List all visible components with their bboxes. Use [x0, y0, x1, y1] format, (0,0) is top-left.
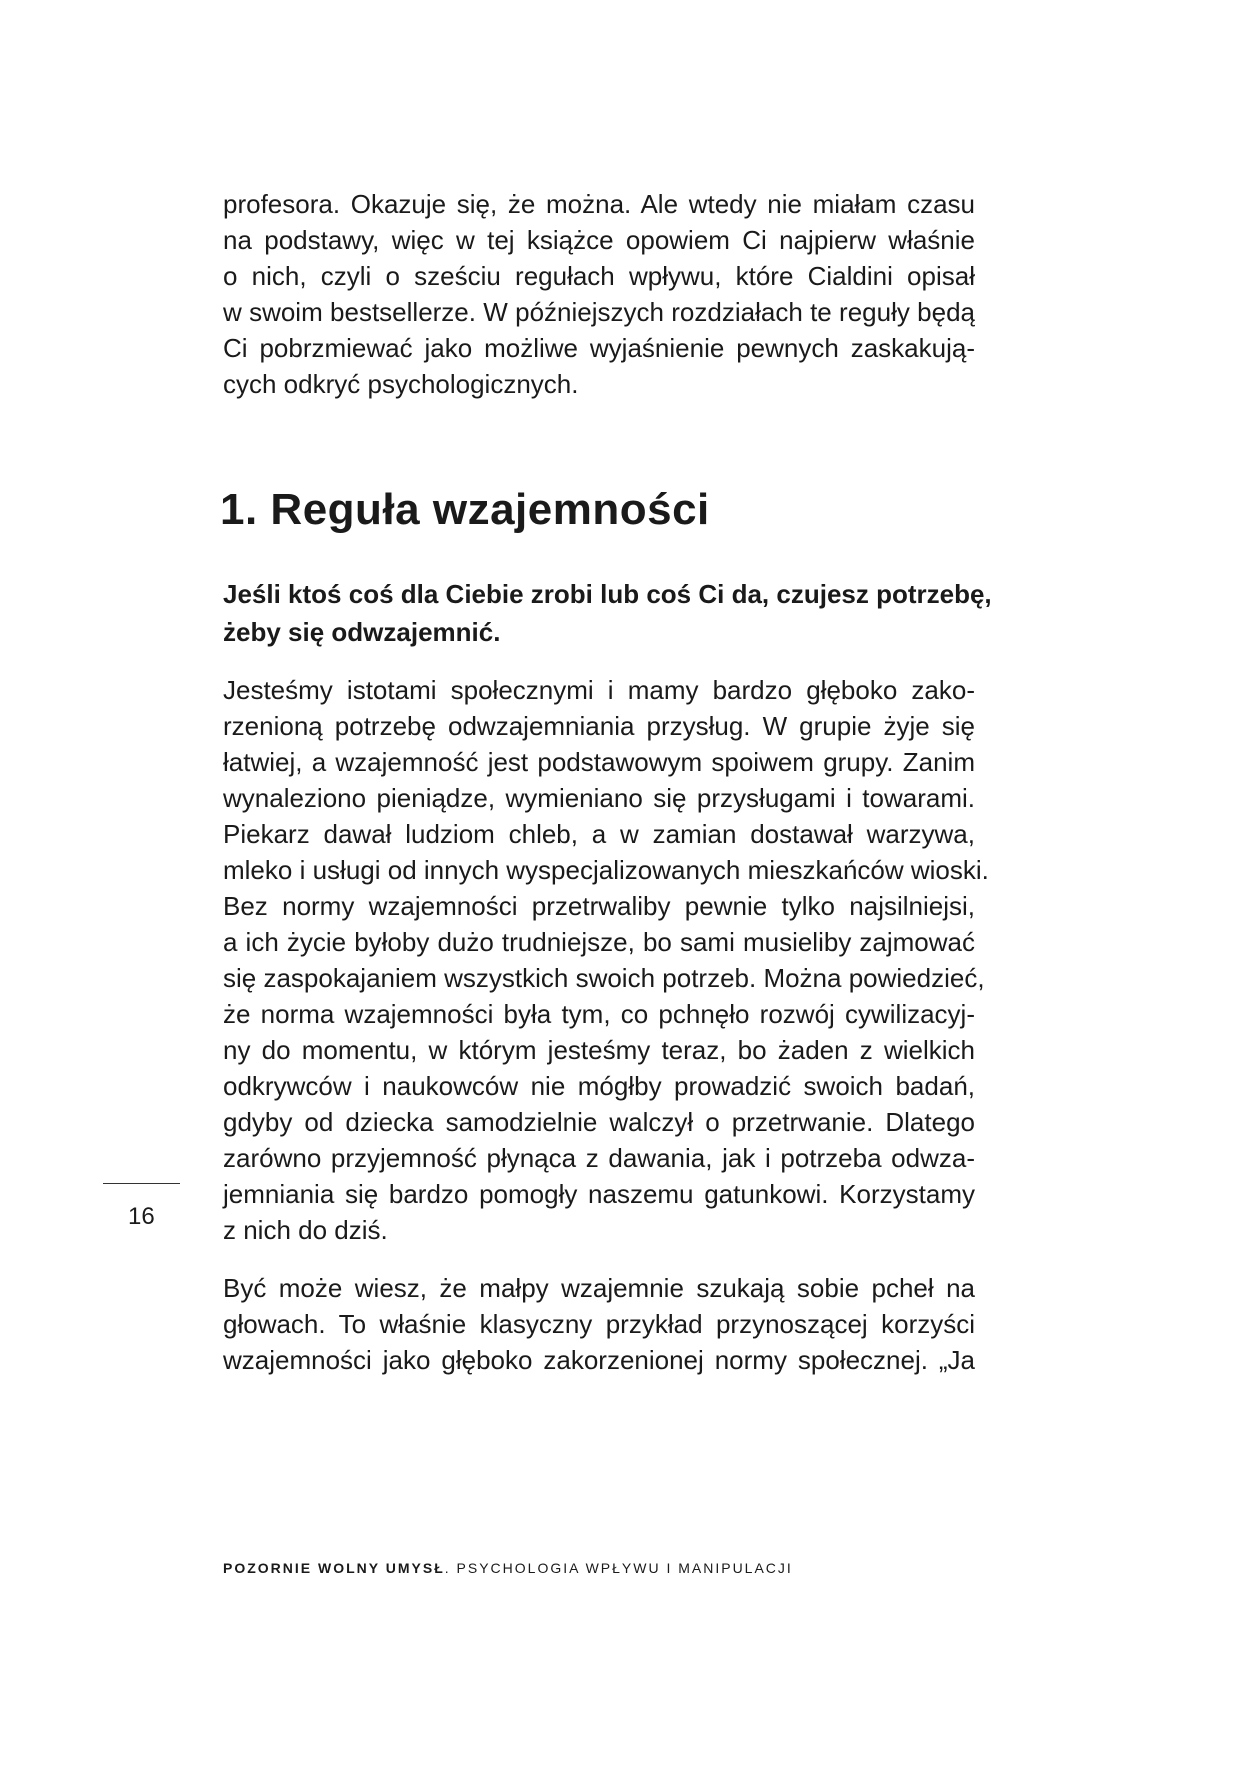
body-line: Bez normy wzajemności przetrwaliby pewnie tylko najsilniejsi,	[223, 891, 975, 921]
body-line: wynaleziono pieniądze, wymieniano się przysługami i towarami.	[223, 783, 975, 813]
body-line: zarówno przyjemność płynąca z dawania, jak i potrzeba odwza-	[223, 1143, 975, 1173]
page-number: 16	[128, 1203, 155, 1230]
body-line: Jesteśmy istotami społecznymi i mamy bardzo głęboko zako-	[223, 675, 975, 705]
body-line: gdyby od dziecka samodzielnie walczył o przetrwanie. Dlatego	[223, 1107, 975, 1137]
body-line: że norma wzajemności była tym, co pchnęło rozwój cywilizacyj-	[223, 999, 975, 1029]
intro-line: profesora. Okazuje się, że można. Ale wtedy nie miałam czasu	[223, 189, 975, 219]
intro-line: na podstawy, więc w tej książce opowiem Ci najpierw właśnie	[223, 225, 975, 255]
body-line: łatwiej, a wzajemność jest podstawowym spoiwem grupy. Zanim	[223, 747, 975, 777]
intro-line: o nich, czyli o sześciu regułach wpływu, które Cialdini opisał	[223, 261, 975, 291]
body-line: wzajemności jako głęboko zakorzenionej normy społecznej. „Ja	[223, 1345, 975, 1375]
intro-line: w swoim bestsellerze. W późniejszych rozdziałach te reguły będą	[223, 297, 975, 327]
running-footer	[223, 1558, 793, 1578]
body-line: mleko i usługi od innych wyspecjalizowanych mieszkańców wioski.	[223, 855, 989, 885]
body-line: rzenioną potrzebę odwzajemniania przysług. W grupie żyje się	[223, 711, 975, 741]
body-line: z nich do dziś.	[223, 1215, 388, 1245]
body-line: głowach. To właśnie klasyczny przykład przynoszącej korzyści	[223, 1309, 975, 1339]
body-line: się zaspokajaniem wszystkich swoich potrzeb. Można powiedzieć,	[223, 963, 985, 993]
intro-line: Ci pobrzmiewać jako możliwe wyjaśnienie pewnych zaskakują-	[223, 333, 975, 363]
footer-subtitle: PSYCHOLOGIA WPŁYWU I MANIPULACJI	[456, 1560, 793, 1576]
lead-line: żeby się odwzajemnić.	[223, 617, 501, 647]
footer-separator: .	[444, 1560, 457, 1576]
page-number-rule	[103, 1183, 180, 1184]
body-line: Piekarz dawał ludziom chleb, a w zamian dostawał warzywa,	[223, 819, 975, 849]
footer-book-title: POZORNIE WOLNY UMYSŁ	[223, 1560, 445, 1576]
body-line: odkrywców i naukowców nie mógłby prowadzić swoich badań,	[223, 1071, 975, 1101]
lead-line: Jeśli ktoś coś dla Ciebie zrobi lub coś Ci da, czujesz potrzebę,	[223, 579, 992, 609]
body-line: Być może wiesz, że małpy wzajemnie szukają sobie pcheł na	[223, 1273, 975, 1303]
body-line: ny do momentu, w którym jesteśmy teraz, bo żaden z wielkich	[223, 1035, 975, 1065]
section-heading: 1. Reguła wzajemności	[220, 485, 710, 534]
body-line: jemniania się bardzo pomogły naszemu gatunkowi. Korzystamy	[223, 1179, 975, 1209]
intro-line: cych odkryć psychologicznych.	[223, 369, 579, 399]
body-line: a ich życie byłoby dużo trudniejsze, bo sami musieliby zajmować	[223, 927, 975, 957]
